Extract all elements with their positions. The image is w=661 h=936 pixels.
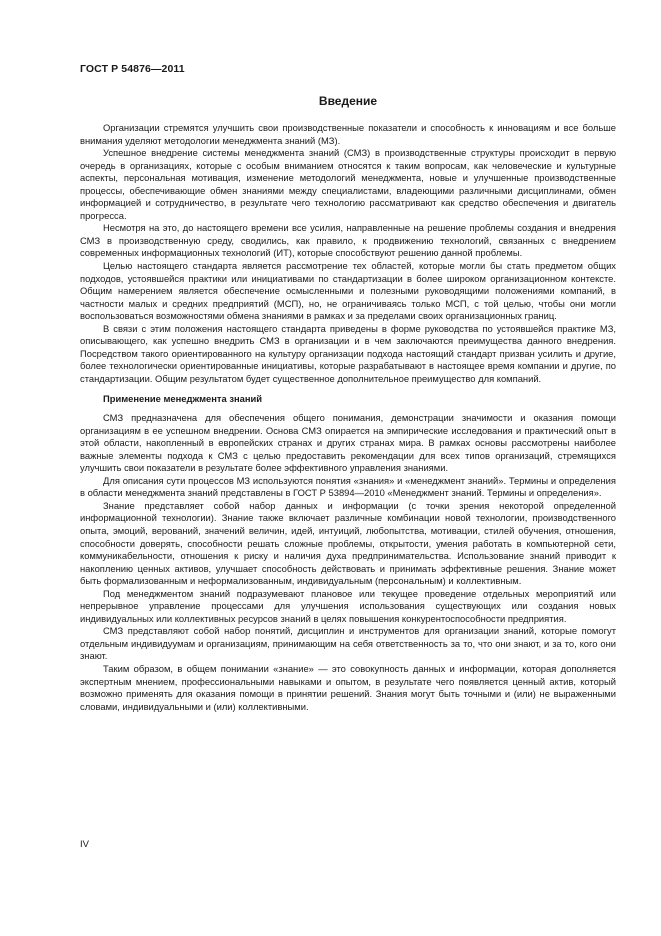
paragraph: СМЗ предназначена для обеспечения общего понимания, демонстрации значимости и оказания помощи организациям в ее успешном внедрении. Основа СМЗ опирается на эмпирические исследования и практический опыт в этой области, накопленный в европейских странах и других странах мира. В рамках основы рассмотрены наиболее важные элементы подхода к СМЗ с целью предоставить рекомендации для всех типов организаций, стремящихся улучшить свои показатели в результате более эффективного управления знаниями. [80,412,616,474]
paragraph: Успешное внедрение системы менеджмента знаний (СМЗ) в производственные структуры происходит в первую очередь в организациях, которые с особым вниманием относятся к таким вопросам, как человеческие и культурные аспекты, персональная мотивация, изменение методологий менеджмента, новые и улучшенные производственные процессы, обеспечивающие обмен знаниями между специалистами, владеющими различными дисциплинами, обмен информацией и сотрудничество, в результате чего технологию рассматривают как средство обеспечения и двигатель прогресса. [80,147,616,221]
paragraph: Для описания сути процессов МЗ используются понятия «знания» и «менеджмент знаний». Термины и определения в области менеджмента знаний представлены в ГОСТ Р 53894—2010 «Менеджмент знаний. Термины и определения». [80,474,616,499]
document-header: ГОСТ Р 54876—2011 [80,63,185,75]
paragraph: Знание представляет собой набор данных и информации (с точки зрения некоторой определенной информационной технологии). Знание также включает различные комбинации новой технологии, производственного опыта, эмоций, верований, значений величин, идей, интуиций, любопытства, мотивации, стилей обучения, отношения, способности доверять, способности решать сложные проблемы, открытости, умения работать в компьютерной сети, коммуникабельности, отношения к риску и наличия духа предпринимательства. Использование знаний приводит к накоплению ценных активов, улучшает способность действовать и принимать эффективные решения. Знание может быть формализованным и неформализованным, индивидуальным (персональным) и коллективным. [80,499,616,587]
subsection-title: Применение менеджмента знаний [103,393,263,405]
section-title: Введение [318,94,378,108]
paragraph: Целью настоящего стандарта является рассмотрение тех областей, которые могли бы стать предметом общих подходов, устоявшейся практики или инициативами по стандартизации в более широком организационном контексте. Общим намерением является обеспечение осмысленными и полезными руководящими положениями компаний, в частности малых и средних предприятий (МСП), но, не ограничиваясь только МСП, с той целью, чтобы они могли воспользоваться возможностями обмена знаниями в рамках и за пределами своих организационных границ. [80,260,616,322]
page-number: IV [80,839,89,850]
paragraph: Организации стремятся улучшить свои производственные показатели и способность к инновациям и все больше внимания уделяют методологии менеджмента знаний (МЗ). [80,122,616,146]
paragraph: Под менеджментом знаний подразумевают плановое или текущее проведение отдельных мероприятий или непрерывное управление процессами для улучшения использования существующих или создания новых индивидуальных или коллективных ресурсов знаний в целях повышения конкурентоспособности предприятия. [80,587,616,624]
paragraph: В связи с этим положения настоящего стандарта приведены в форме руководства по устоявшейся практике МЗ, описывающего, как успешно внедрить СМЗ в организации и в чем заключаются преимущества данного внедрения. Посредством такого ориентированного на культуру организации подхода настоящий стандарт призван усилить и другие, более технологически ориентированные инициативы, которые разрабатывают в настоящее время компании и другие, по стандартизации. Общим результатом будет существенное дополнительное преимущество для компаний. [80,322,616,384]
document-body [80,122,616,713]
paragraph: Несмотря на это, до настоящего времени все усилия, направленные на решение проблемы создания и внедрения СМЗ в производственную среду, сводились, как правило, к продвижению технологий, связанных с внедрением современных информационных технологий (ИТ), которые способствуют решению данной проблемы. [80,222,616,259]
paragraph: Таким образом, в общем понимании «знание» — это совокупность данных и информации, которая дополняется экспертным мнением, профессиональными навыками и опытом, в результате чего появляется ценный актив, который возможно применять для оказания помощи в принятии решений. Знания могут быть точными и (или) не выраженными словами, индивидуальными и (или) коллективными. [80,662,616,712]
paragraph: СМЗ представляют собой набор понятий, дисциплин и инструментов для организации знаний, которые помогут отдельным индивидуумам и организациям, принимающим на себя ответственность за то, что они знают, и за то, кого они знают. [80,625,616,662]
